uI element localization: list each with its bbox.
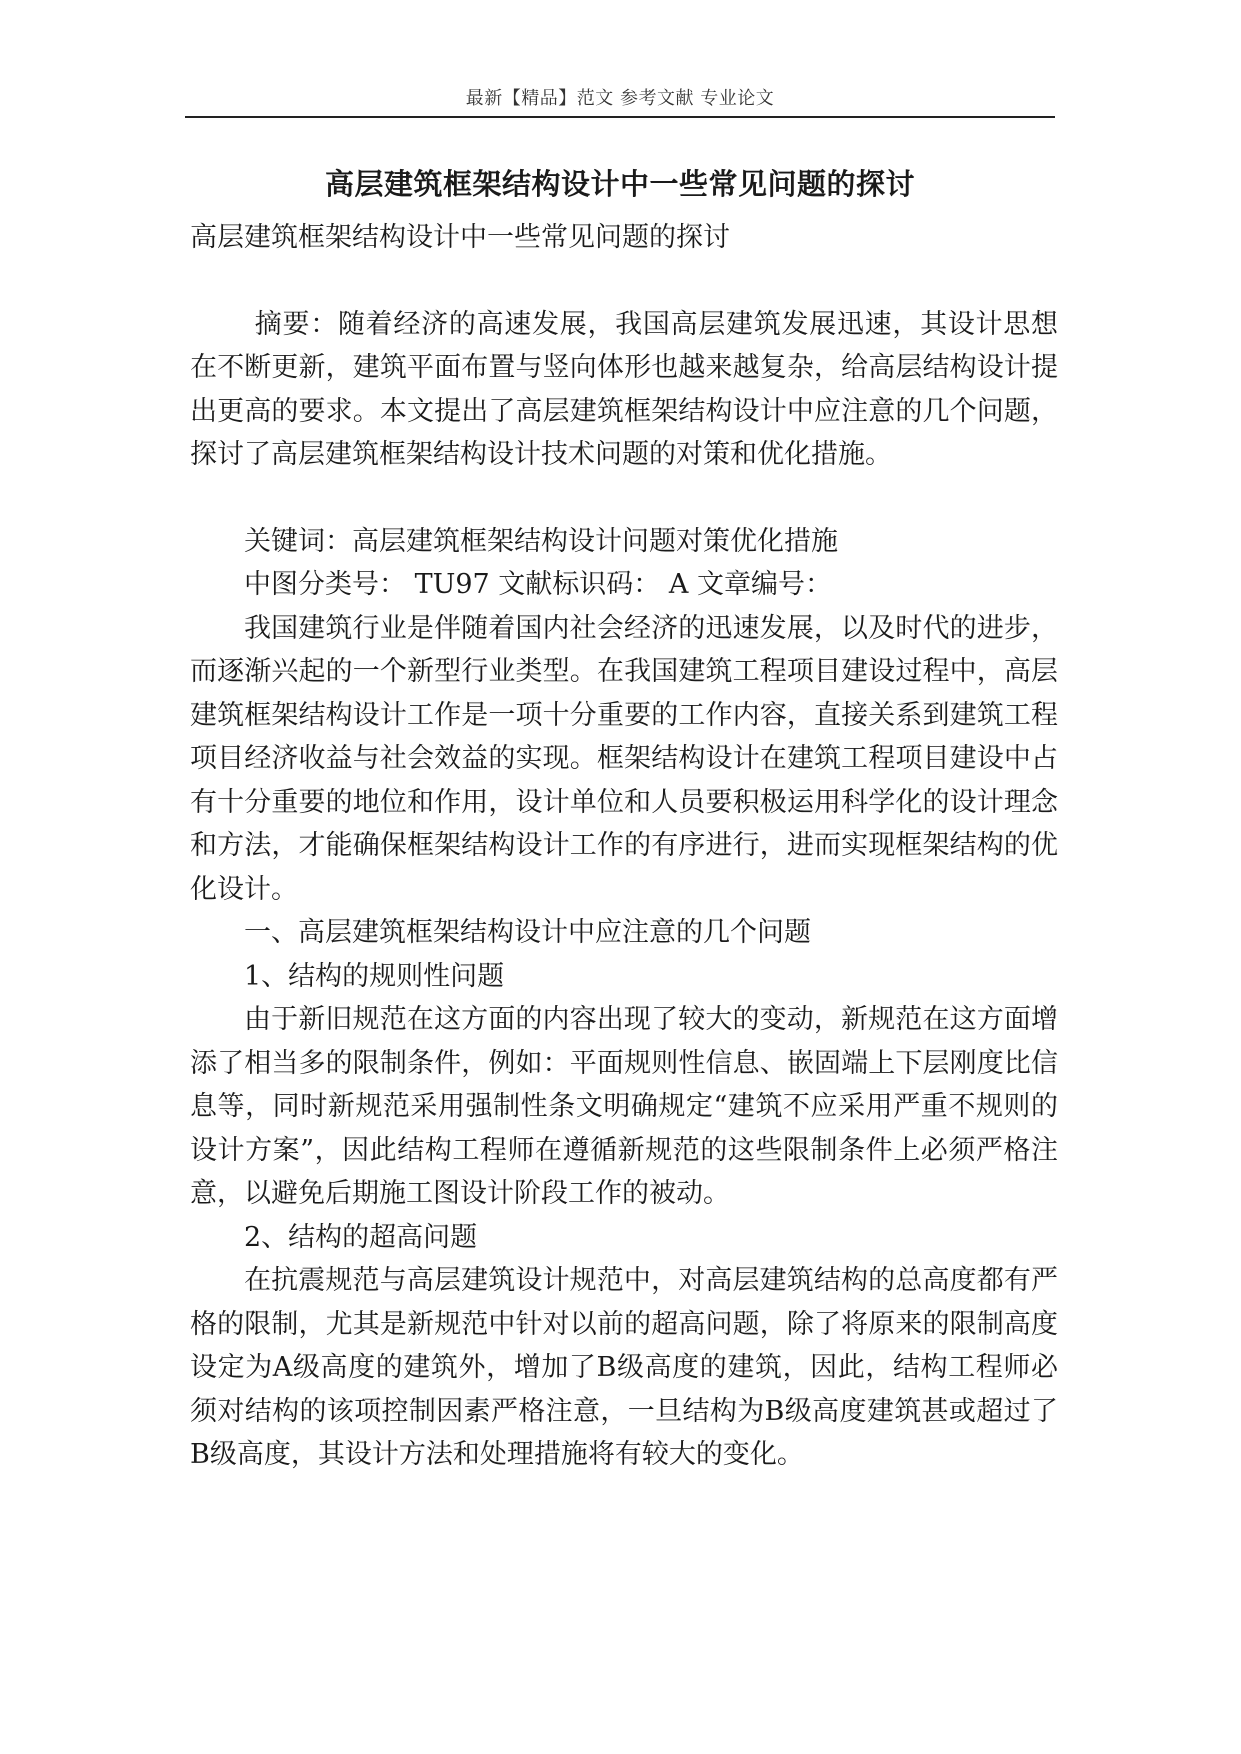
header-divider [185, 116, 1055, 118]
document-title: 高层建筑框架结构设计中一些常见问题的探讨 [324, 167, 915, 201]
subsection-heading: 2、结构的超高问题 [244, 1221, 478, 1253]
keywords-line: 关键词：高层建筑框架结构设计问题对策优化措施 [244, 525, 838, 557]
intro-paragraph: 我国建筑行业是伴随着国内社会经济的迅速发展，以及时代的进步，而逐渐兴起的一个新型行业类型。在我国建筑工程项目建设过程中，高层建筑框架结构设计工作是一项十分重要的工作内容，直接关系到建筑工程项目经济收益与社会效益的实现。框架结构设计在建筑工程项目建设中占有十分重要的地位和作用，设计单位和人员要积极运用科学化的设计理念和方法，才能确保框架结构设计工作的有序进行，进而实现框架结构的优化设计。 [190, 612, 1058, 905]
body-paragraph: 在抗震规范与高层建筑设计规范中，对高层建筑结构的总高度都有严格的限制，尤其是新规范中针对以前的超高问题，除了将原来的限制高度设定为A级高度的建筑外，增加了B级高度的建筑，因此，结构工程师必须对结构的该项控制因素严格注意，一旦结构为B级高度建筑甚或超过了B级高度，其设计方法和处理措施将有较大的变化。 [190, 1265, 1058, 1470]
abstract-paragraph: 摘要：随着经济的高速发展，我国高层建筑发展迅速，其设计思想在不断更新，建筑平面布置与竖向体形也越来越复杂，给高层结构设计提出更高的要求。本文提出了高层建筑框架结构设计中应注意的几个问题，探讨了高层建筑框架结构设计技术问题的对策和优化措施。 [190, 308, 1058, 470]
document-body [190, 216, 1058, 1477]
section-heading: 一、高层建筑框架结构设计中应注意的几个问题 [244, 917, 811, 948]
page-header: 最新【精品】范文 参考文献 专业论文 [465, 88, 775, 109]
document-subtitle: 高层建筑框架结构设计中一些常见问题的探讨 [190, 222, 730, 253]
classification-line: 中图分类号： TU97 文献标识码： A 文章编号： [244, 569, 832, 600]
subsection-heading: 1、结构的规则性问题 [244, 960, 505, 992]
body-paragraph: 由于新旧规范在这方面的内容出现了较大的变动，新规范在这方面增添了相当多的限制条件，例如：平面规则性信息、嵌固端上下层刚度比信息等，同时新规范采用强制性条文明确规定“建筑不应采用严重不规则的设计方案”，因此结构工程师在遵循新规范的这些限制条件上必须严格注意，以避免后期施工图设计阶段工作的被动。 [190, 1004, 1058, 1209]
